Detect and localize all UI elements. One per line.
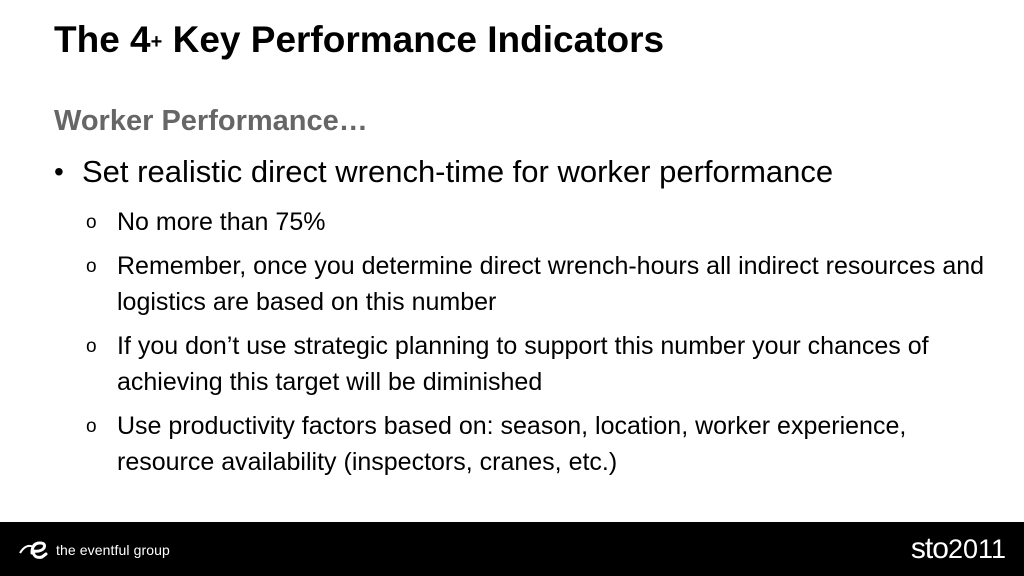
sto-logo-text: sto xyxy=(910,532,948,565)
sub-bullet-list xyxy=(86,204,986,488)
eventful-group-logo xyxy=(18,537,170,563)
title-main: The 4 xyxy=(54,19,151,60)
eventful-group-logo-text: the eventful group xyxy=(56,542,170,558)
circle-bullet-icon: o xyxy=(86,336,97,357)
slide-title xyxy=(54,18,664,62)
main-bullet-text: Set realistic direct wrench-time for worker performance xyxy=(82,154,834,189)
eventful-swirl-icon xyxy=(18,537,52,563)
sub-bullet-text: Use productivity factors based on: season, location, worker experience, resource availability (inspectors, cranes, etc.) xyxy=(117,412,907,476)
circle-bullet-icon: o xyxy=(86,256,97,277)
sub-bullet-item xyxy=(86,248,986,320)
circle-bullet-icon: o xyxy=(86,212,97,233)
sub-bullet-text: No more than 75% xyxy=(117,208,326,236)
sub-bullet-item xyxy=(86,408,986,480)
title-rest: Key Performance Indicators xyxy=(162,19,665,60)
sub-bullet-text: If you don’t use strategic planning to support this number your chances of achieving this target will be diminished xyxy=(117,332,929,396)
sub-bullet-text: Remember, once you determine direct wrench-hours all indirect resources and logistics are based on this number xyxy=(117,252,985,316)
circle-bullet-icon: o xyxy=(86,416,97,437)
bullet-dot-icon: • xyxy=(54,156,64,187)
footer-bar xyxy=(0,522,1024,576)
slide-subtitle: Worker Performance… xyxy=(54,105,368,137)
sub-bullet-item xyxy=(86,204,986,240)
title-superscript: + xyxy=(150,31,163,53)
sto-logo-year: 2011 xyxy=(947,534,1006,564)
sub-bullet-item xyxy=(86,328,986,400)
sto-2011-logo xyxy=(911,530,1006,568)
